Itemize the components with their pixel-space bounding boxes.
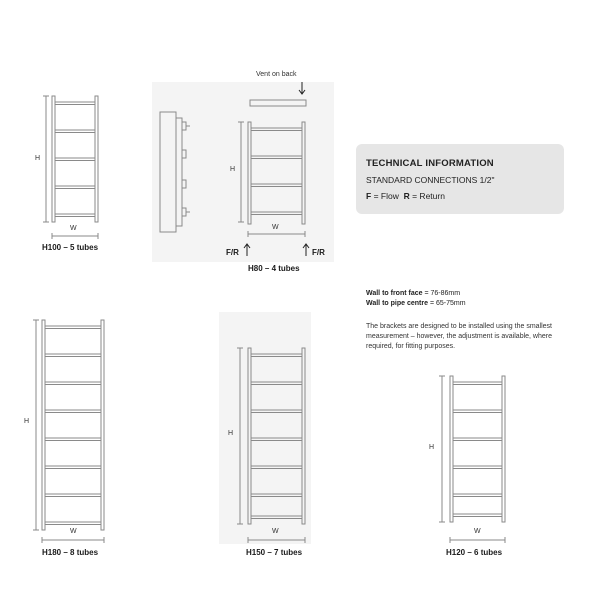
tube xyxy=(55,186,95,189)
h180-tubes xyxy=(45,326,101,525)
wall-pipe-label: Wall to pipe centre xyxy=(366,300,428,307)
h100-w-label: W xyxy=(70,225,77,232)
h180-right-rail xyxy=(101,320,104,530)
wall-front-line xyxy=(366,290,460,297)
tube xyxy=(55,158,95,161)
wall-pipe-line xyxy=(366,300,466,307)
return-text: = Return xyxy=(412,191,445,201)
flow-return-key xyxy=(366,191,445,201)
tube xyxy=(453,466,502,469)
tube xyxy=(45,466,101,469)
tube xyxy=(45,354,101,357)
right-fr-label: F/R xyxy=(312,248,325,257)
h180-left-rail xyxy=(42,320,45,530)
wall-front-label: Wall to front face xyxy=(366,290,423,297)
bracket-note: The brackets are designed to be installed using the smallest measurement – however, the adjustment is available, where required, for fitting purposes. xyxy=(366,323,552,350)
h120-caption: H120 – 6 tubes xyxy=(446,548,503,557)
h150-h-label: H xyxy=(228,430,234,437)
h120-h-label: H xyxy=(429,444,435,451)
tube xyxy=(453,410,502,413)
flow-text: = Flow xyxy=(373,191,399,201)
h180-h-label: H xyxy=(24,418,30,425)
tube xyxy=(45,522,101,525)
h150-w-label: W xyxy=(272,528,279,535)
h180-caption: H180 – 8 tubes xyxy=(42,548,99,557)
side-view-panel xyxy=(152,82,334,262)
tube xyxy=(45,438,101,441)
return-key: R xyxy=(403,191,410,201)
wall-front-value: = 76-86mm xyxy=(424,290,461,297)
tube xyxy=(453,514,502,517)
h80-h-label: H xyxy=(230,166,236,173)
tube xyxy=(45,410,101,413)
tube xyxy=(453,438,502,441)
tube xyxy=(55,214,95,217)
tube xyxy=(45,494,101,497)
tube xyxy=(453,382,502,385)
h80-caption: H80 – 4 tubes xyxy=(248,264,300,273)
tube xyxy=(45,326,101,329)
left-fr-label: F/R xyxy=(226,248,239,257)
h120-right-rail xyxy=(502,376,505,522)
h100-left-rail xyxy=(52,96,55,222)
tube xyxy=(453,494,502,497)
tube xyxy=(55,130,95,133)
vent-label: Vent on back xyxy=(256,71,297,78)
h120-tubes xyxy=(453,382,502,517)
h120-w-label: W xyxy=(474,528,481,535)
technical-info-box xyxy=(356,144,564,214)
flow-key: F xyxy=(366,191,372,201)
h100-caption: H100 – 5 tubes xyxy=(42,243,99,252)
tube xyxy=(55,102,95,105)
tube xyxy=(45,382,101,385)
h100-h-label: H xyxy=(35,155,41,162)
h120-left-rail xyxy=(450,376,453,522)
h150-caption: H150 – 7 tubes xyxy=(246,548,303,557)
h100-right-rail xyxy=(95,96,98,222)
standard-connections: STANDARD CONNECTIONS 1/2" xyxy=(366,175,495,185)
h100-tubes xyxy=(55,102,95,217)
technical-title: TECHNICAL INFORMATION xyxy=(366,158,494,169)
wall-pipe-value: = 65-75mm xyxy=(429,300,466,307)
h180-w-label: W xyxy=(70,528,77,535)
h80-w-label: W xyxy=(272,224,279,231)
h150-panel xyxy=(219,312,311,544)
